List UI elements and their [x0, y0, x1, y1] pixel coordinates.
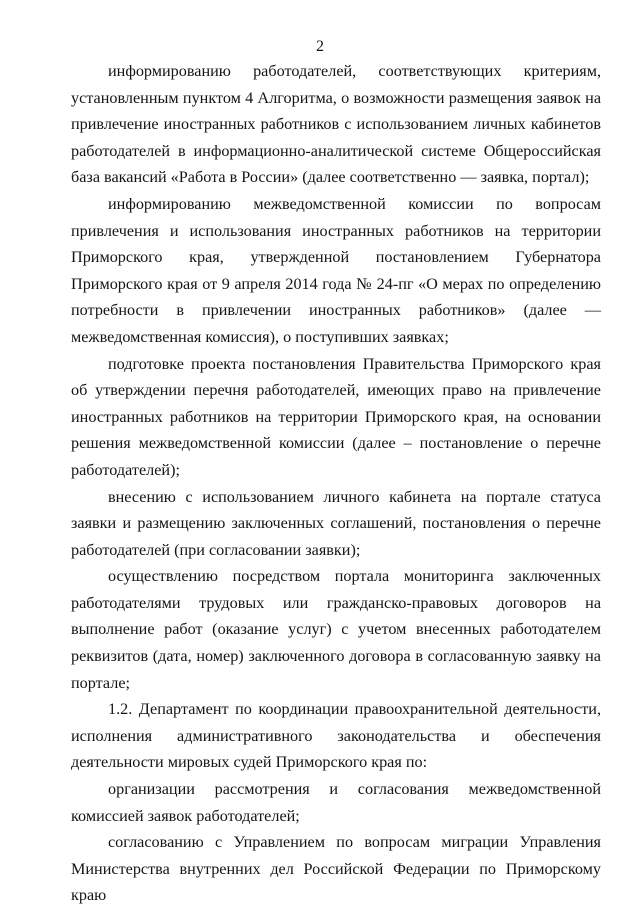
paragraph-contract-monitoring: осуществлению посредством портала мониторинга заключенных работодателями трудовых или гражданско-правовых договоров на выполнение работ (оказание услуг) с учетом внесенных работодателем реквизитов (дата, номер) заключенного договора в согласованную заявку на портале; [71, 567, 601, 692]
paragraph-informing-commission: информированию межведомственной комиссии по вопросам привлечения и использования иностранных работников на территории Приморского края, утвержденной постановлением Губернатора Приморского края от 9 апреля 2014 года № 24-пг «О мерах по определению потребности в привлечении иностранных работников» (далее — межведомственная комиссия), о поступивших заявках; [71, 194, 601, 346]
paragraph-draft-resolution: подготовке проекта постановления Правительства Приморского края об утверждении перечня работодателей, имеющих право на привлечение иностранных работников на территории Приморского края, на основании решения межведомственной комиссии (далее – постановление о перечне работодателей); [71, 354, 601, 479]
paragraph-status-entry: внесению с использованием личного кабинета на портале статуса заявки и размещению заключенных соглашений, постановления о перечне работодателей (при согласовании заявки); [71, 487, 601, 559]
paragraph-informing-employers: информированию работодателей, соответствующих критериям, установленным пунктом 4 Алгоритма, о возможности размещения заявок на привлечение иностранных работников с использованием личных кабинетов работодателей в информационно-аналитической системе Общероссийская база вакансий «Работа в России» (далее соответственно — заявка, портал); [71, 62, 601, 187]
paragraph-coordination-migration: согласованию с Управлением по вопросам миграции Управления Министерства внутренних дел Российской Федерации по Приморскому краю [71, 833, 601, 905]
paragraph-organize-review: организации рассмотрения и согласования межведомственной комиссией заявок работодателей; [71, 780, 601, 825]
document-body [71, 58, 601, 909]
paragraph-department-clause: 1.2. Департамент по координации правоохранительной деятельности, исполнения административного законодательства и обеспечения деятельности мировых судей Приморского края по: [71, 700, 601, 772]
page-number: 2 [316, 38, 324, 55]
